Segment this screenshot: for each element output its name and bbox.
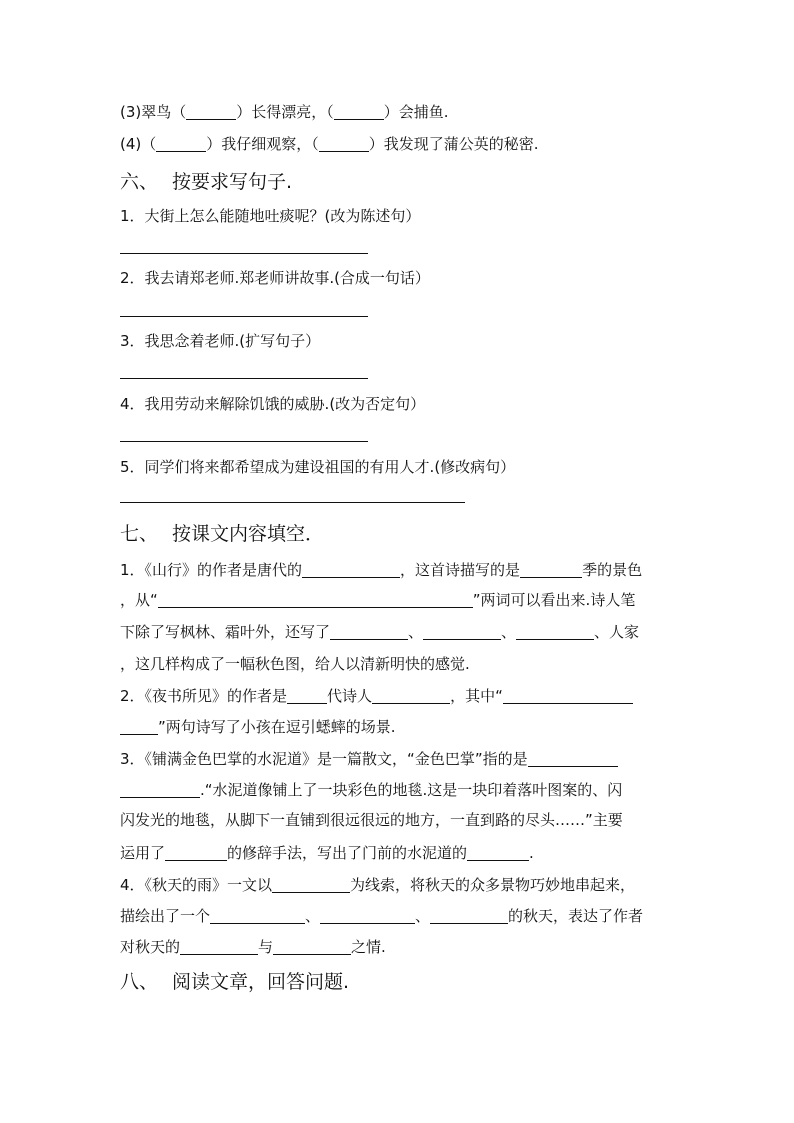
part7-q3-line2: .“水泥道像铺上了一块彩色的地毯.这是一块印着落叶图案的、闪 bbox=[120, 780, 622, 800]
fill-blank[interactable] bbox=[156, 135, 206, 152]
part7-q1-line1: 1．《山行》的作者是唐代的 ，这首诗描写的是 季的景色 bbox=[120, 561, 643, 579]
fill-blank[interactable] bbox=[273, 938, 351, 955]
fill-blank[interactable] bbox=[516, 623, 594, 640]
fill-blank[interactable] bbox=[430, 907, 508, 924]
fill-blank[interactable] bbox=[120, 718, 158, 735]
fill-blank[interactable] bbox=[319, 135, 369, 152]
answer-line[interactable] bbox=[120, 316, 368, 317]
fill-blank[interactable] bbox=[467, 844, 529, 861]
part7-q3-line3: 闪发光的地毯，从脚下一直铺到很远很远的地方，一直到路的尽头……”主要 bbox=[120, 811, 623, 829]
section-heading-8: 八、 阅读文章，回答问题. bbox=[120, 971, 350, 993]
fill-blank[interactable] bbox=[272, 876, 350, 893]
fill-blank[interactable] bbox=[165, 844, 227, 861]
part6-question-4: 4．我用劳动来解除饥饿的威胁.(改为否定句） bbox=[120, 395, 426, 413]
fill-blank[interactable] bbox=[120, 781, 200, 798]
fill-blank[interactable] bbox=[186, 103, 236, 120]
answer-line[interactable] bbox=[120, 253, 368, 254]
part5-question-4: (4)（ ）我仔细观察，（ ）我发现了蒲公英的秘密. bbox=[120, 135, 539, 153]
fill-blank[interactable] bbox=[334, 103, 384, 120]
fill-blank[interactable] bbox=[180, 938, 258, 955]
part7-q2-line2: ”两句诗写了小孩在逗引蟋蟀的场景. bbox=[120, 717, 396, 737]
part7-q4-line3: 对秋天的 与 之情. bbox=[120, 938, 386, 956]
part7-q2-line1: 2．《夜书所见》的作者是 代诗人 ，其中“ bbox=[120, 686, 633, 706]
part6-question-2: 2．我去请郑老师.郑老师讲故事.(合成一句话） bbox=[120, 269, 430, 287]
section-heading-7: 七、 按课文内容填空． bbox=[120, 523, 325, 545]
fill-blank[interactable] bbox=[210, 907, 305, 924]
part5-question-3: (3)翠鸟（ ）长得漂亮，（ ）会捕鱼. bbox=[120, 103, 449, 121]
fill-blank[interactable] bbox=[423, 623, 501, 640]
fill-blank[interactable] bbox=[302, 561, 400, 578]
fill-blank[interactable] bbox=[528, 750, 618, 767]
part7-q1-line4: ，这几样构成了一幅秋色图，给人以清新明快的感觉. bbox=[120, 655, 470, 673]
answer-line[interactable] bbox=[120, 378, 368, 379]
fill-blank[interactable] bbox=[520, 561, 582, 578]
fill-blank[interactable] bbox=[158, 591, 473, 608]
part6-question-3: 3．我思念着老师.(扩写句子） bbox=[120, 332, 321, 350]
part7-q4-line2: 描绘出了一个 、 、 的秋天，表达了作者 bbox=[120, 907, 644, 925]
fill-blank[interactable] bbox=[287, 687, 327, 704]
part7-q1-line3: 下除了写枫林、霜叶外，还写了 、 、 、人家 bbox=[120, 623, 640, 641]
fill-blank[interactable] bbox=[372, 687, 450, 704]
answer-line[interactable] bbox=[120, 502, 465, 503]
section-heading-6: 六、 按要求写句子. bbox=[120, 171, 293, 193]
part7-q3-line4: 运用了 的修辞手法，写出了门前的水泥道的 . bbox=[120, 844, 534, 862]
answer-line[interactable] bbox=[120, 441, 368, 442]
fill-blank[interactable] bbox=[330, 623, 408, 640]
fill-blank[interactable] bbox=[503, 687, 633, 704]
part6-question-1: 1．大街上怎么能随地吐痰呢？(改为陈述句） bbox=[120, 207, 421, 225]
part7-q1-line2: ，从“ ”两词可以看出来.诗人笔 bbox=[120, 591, 636, 609]
part6-question-5: 5．同学们将来都希望成为建设祖国的有用人才.(修改病句） bbox=[120, 458, 516, 476]
part7-q4-line1: 4．《秋天的雨》一文以 为线索，将秋天的众多景物巧妙地串起来， bbox=[120, 876, 636, 894]
fill-blank[interactable] bbox=[320, 907, 415, 924]
part7-q3-line1: 3．《铺满金色巴掌的水泥道》是一篇散文，“金色巴掌”指的是 bbox=[120, 749, 618, 769]
